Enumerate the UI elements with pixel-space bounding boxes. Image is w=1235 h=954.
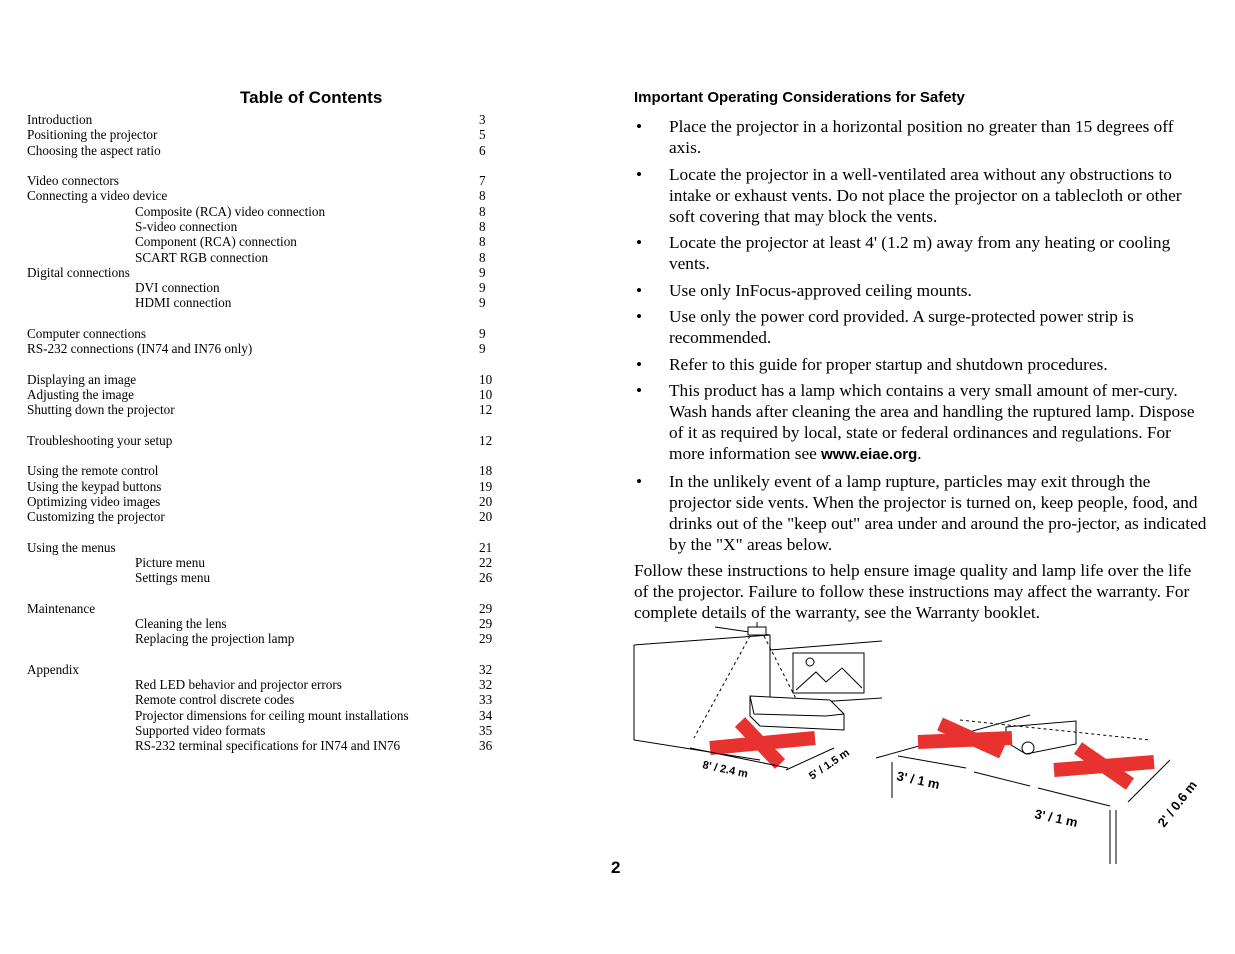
toc-entry — [27, 677, 497, 692]
safety-bullet-text: In the unlikely event of a lamp rupture, particles may exit through the projector side vents. When the projector is turned on, keep people, food, and drinks out of the "keep out" area under and around the pro-jector, as indicated by the "X" areas below. — [669, 471, 1207, 554]
safety-bullet — [634, 232, 1209, 274]
toc-entry-page: 10 — [479, 387, 493, 403]
toc-entry-label: Choosing the aspect ratio — [27, 142, 161, 158]
safety-bullet — [634, 380, 1209, 465]
website-suffix: . — [917, 444, 922, 463]
bullet-icon: • — [636, 233, 643, 252]
toc-entry-label: Picture menu — [135, 554, 205, 570]
toc-entry — [27, 738, 497, 753]
eiae-website-link[interactable]: www.eiae.org — [821, 446, 918, 463]
toc-entry-page: 8 — [479, 203, 486, 219]
toc-entry-label: SCART RGB connection — [135, 249, 269, 265]
safety-bullet-text: Use only the power cord provided. A surge-protected power strip is recommended. — [669, 307, 1134, 347]
keep-out-area-diagram — [630, 620, 1215, 875]
safety-bullet — [634, 354, 1209, 375]
safety-bullet — [634, 306, 1209, 348]
toc-entry — [27, 555, 497, 570]
bullet-icon: • — [636, 381, 643, 400]
toc-entry-label: Introduction — [27, 112, 93, 127]
follow-instructions-paragraph: Follow these instructions to help ensure image quality and lamp life over the life of the projector. Failure to follow these instructions may affect the warranty. For complete details of the warranty, see the Warranty booklet. — [634, 561, 1192, 622]
toc-entry-page: 8 — [479, 234, 486, 250]
safety-bullet — [634, 280, 1209, 301]
toc-entry-label: Video connectors — [27, 173, 119, 189]
toc-entry-label: Red LED behavior and projector errors — [135, 677, 342, 693]
toc-entry — [27, 631, 497, 646]
toc-entry-label: Customizing the projector — [27, 509, 165, 525]
toc-entry-page: 32 — [479, 661, 493, 677]
safety-bullet-text: Refer to this guide for proper startup and shutdown procedures. — [669, 354, 1108, 374]
toc-entry-page: 21 — [479, 539, 493, 555]
toc-entry — [27, 250, 497, 265]
keep-out-x-icon — [918, 724, 1012, 752]
toc-entry-page: 8 — [479, 218, 486, 234]
toc-entry-label: DVI connection — [135, 280, 220, 296]
dimension-label-3ft-b: 3' / 1 m — [1033, 806, 1080, 830]
safety-bullet — [634, 116, 1209, 158]
toc-entry-label: Replacing the projection lamp — [135, 631, 295, 647]
toc-entry-label: Troubleshooting your setup — [27, 432, 173, 448]
toc-entry-page: 20 — [479, 493, 493, 509]
toc-entry-page: 9 — [479, 325, 486, 341]
toc-entry — [27, 204, 497, 219]
toc-entry-label: Maintenance — [27, 600, 96, 616]
toc-entry — [27, 402, 497, 417]
dimension-label-2ft: 2' / 0.6 m — [1154, 777, 1200, 830]
toc-entry-label: Appendix — [27, 661, 80, 677]
toc-entry-label: Component (RCA) connection — [135, 234, 297, 250]
toc-entry-label: Supported video formats — [135, 723, 266, 738]
toc-entry — [27, 570, 497, 585]
toc-entry-page: 9 — [479, 280, 486, 296]
toc-title: Table of Contents — [240, 88, 383, 107]
toc-entry-label: RS-232 terminal specifications for IN74 and IN76 — [135, 738, 401, 754]
toc-entry — [27, 188, 497, 203]
safety-bullet-text: Use only InFocus-approved ceiling mounts. — [669, 280, 972, 300]
toc-entry — [27, 387, 497, 402]
toc-entry-label: Projector dimensions for ceiling mount installations — [135, 707, 409, 723]
toc-entry-label: Displaying an image — [27, 371, 137, 387]
toc-entry-label: Optimizing video images — [27, 493, 161, 509]
bullet-icon: • — [636, 164, 643, 184]
toc-entry-label: HDMI connection — [135, 295, 232, 311]
toc-entry-page: 22 — [479, 554, 493, 570]
toc-entry — [27, 173, 497, 188]
toc-entry-label: RS-232 connections (IN74 and IN76 only) — [27, 341, 253, 357]
safety-bullet-text: Place the projector in a horizontal position no greater than 15 degrees off axis. — [669, 117, 1174, 157]
toc-entry-page: 20 — [479, 509, 493, 525]
toc-entry — [27, 616, 497, 631]
safety-bullet-text: Locate the projector at least 4' (1.2 m) away from any heating or cooling vents. — [669, 233, 1171, 273]
keep-out-x-icon — [1054, 748, 1154, 784]
toc-entry-label: Positioning the projector — [27, 127, 158, 143]
toc-entry-page: 29 — [479, 616, 493, 632]
toc-entry-page: 8 — [479, 249, 486, 265]
safety-bullet — [634, 164, 1209, 227]
toc-entry — [27, 540, 497, 555]
toc-entry-label: Remote control discrete codes — [135, 692, 295, 708]
toc-entry-page: 19 — [479, 478, 493, 494]
toc-entry — [27, 326, 497, 341]
toc-entry — [27, 219, 497, 234]
toc-entry-page: 34 — [479, 707, 493, 723]
toc-entry-label: Settings menu — [135, 570, 211, 586]
toc-entry-page: 8 — [479, 188, 486, 204]
safety-bullet-text: This product has a lamp which contains a very small amount of mer-cury. Wash hands after cleaning the area and handling the ruptured lamp. Dispose of it as required by local, state or federal ordinances and regulations. For more information see — [669, 381, 1195, 463]
toc-entry — [27, 127, 497, 142]
toc-entry — [27, 601, 497, 616]
toc-entry-page: 6 — [479, 142, 486, 158]
toc-entry-label: Using the menus — [27, 539, 116, 555]
toc-entry-page: 7 — [479, 173, 486, 189]
toc-entry-page: 9 — [479, 341, 486, 357]
bullet-icon: • — [636, 471, 643, 491]
toc-entry-label: Using the remote control — [27, 463, 159, 479]
toc-entry-page: 5 — [479, 127, 486, 143]
toc-entry — [27, 463, 497, 478]
bullet-icon: • — [636, 354, 643, 374]
toc-entry-page: 29 — [479, 631, 493, 647]
toc-entry-page: 33 — [479, 692, 493, 708]
safety-title: Important Operating Considerations for Safety — [634, 89, 965, 106]
toc-entry — [27, 662, 497, 677]
toc-entry — [27, 494, 497, 509]
toc-entry — [27, 234, 497, 249]
toc-entry-page: 3 — [479, 112, 486, 127]
toc-entry-label: Digital connections — [27, 264, 130, 280]
safety-bullet — [634, 471, 1209, 555]
toc-entry-label: Cleaning the lens — [135, 616, 227, 632]
toc-entry — [27, 433, 497, 448]
page-number: 2 — [611, 858, 621, 877]
toc-entry — [27, 708, 497, 723]
toc-entry — [27, 723, 497, 738]
toc-entry-page: 10 — [479, 371, 493, 387]
toc-entry-page: 26 — [479, 570, 493, 586]
toc-entry — [27, 295, 497, 310]
bullet-icon: • — [636, 280, 643, 300]
dimension-label-3ft-a: 3' / 1 m — [895, 768, 942, 792]
toc-entry-page: 32 — [479, 677, 493, 693]
safety-bullet-list — [634, 116, 1209, 560]
toc-entry — [27, 692, 497, 707]
toc-entry — [27, 341, 497, 356]
toc-entry-label: Adjusting the image — [27, 387, 134, 403]
toc-entry-page: 35 — [479, 723, 493, 738]
bullet-icon: • — [636, 117, 643, 136]
toc-entry-label: S-video connection — [135, 218, 238, 234]
toc-entry-page: 12 — [479, 432, 493, 448]
toc-entry-page: 18 — [479, 463, 493, 479]
dimension-label-8ft: 8' / 2.4 m — [701, 759, 749, 781]
toc-entry-page: 9 — [479, 264, 486, 280]
toc-entry-page: 9 — [479, 295, 486, 311]
safety-bullet-text: Locate the projector in a well-ventilated area without any obstructions to intake or exhaust vents. Do not place the projector on a tablecloth or other soft covering that may block the vents. — [669, 164, 1182, 226]
toc-entry — [27, 509, 497, 524]
toc-entry — [27, 280, 497, 295]
table-of-contents — [27, 112, 497, 754]
toc-entry-page: 29 — [479, 600, 493, 616]
toc-entry-label: Computer connections — [27, 325, 147, 341]
toc-entry — [27, 479, 497, 494]
toc-entry-label: Using the keypad buttons — [27, 478, 162, 494]
toc-entry — [27, 372, 497, 387]
dimension-label-5ft: 5' / 1.5 m — [806, 746, 852, 783]
toc-entry — [27, 265, 497, 280]
toc-entry-label: Shutting down the projector — [27, 402, 175, 418]
toc-entry-page: 12 — [479, 402, 493, 418]
toc-entry-page: 36 — [479, 738, 493, 754]
toc-entry-label: Connecting a video device — [27, 188, 168, 204]
toc-entry — [27, 112, 497, 127]
bullet-icon: • — [636, 307, 643, 326]
toc-entry — [27, 143, 497, 158]
toc-entry-label: Composite (RCA) video connection — [135, 203, 326, 219]
